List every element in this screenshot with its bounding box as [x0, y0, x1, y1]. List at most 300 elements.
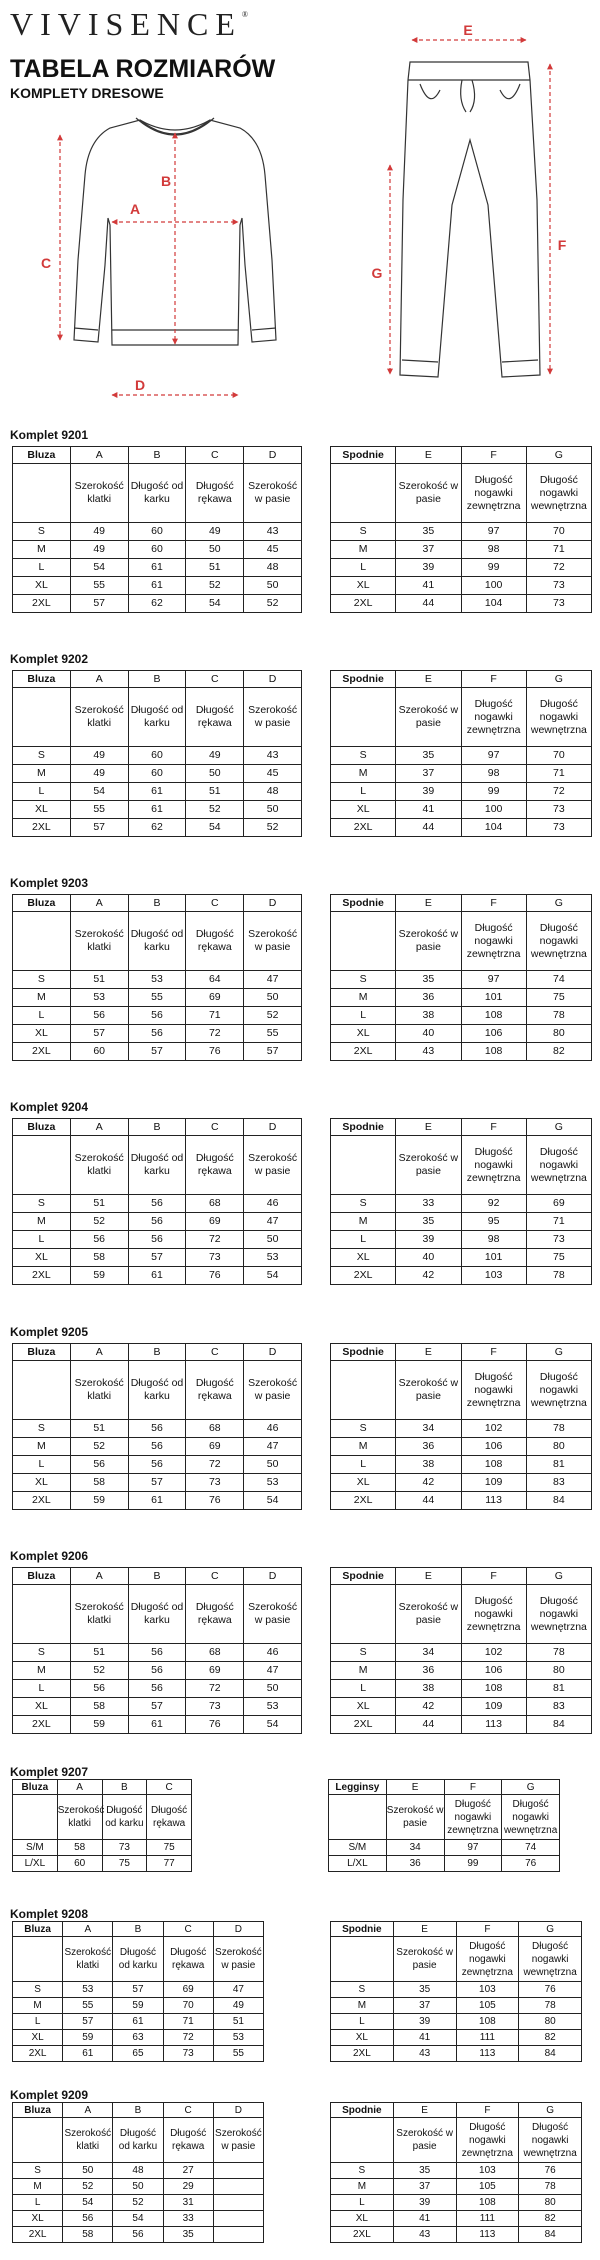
- table-cell: 55: [244, 1025, 302, 1043]
- set-title: Komplet 9202: [10, 652, 89, 666]
- table-cell: 2XL: [331, 1492, 396, 1510]
- table-cell: 48: [113, 2163, 163, 2179]
- table-description-row: [13, 1937, 264, 1982]
- table-cell: Długość rękawa: [147, 1795, 192, 1840]
- table-cell: E: [396, 895, 461, 912]
- table-description-row: [331, 912, 592, 971]
- table-cell: XL: [13, 801, 71, 819]
- table-cell: 49: [70, 523, 128, 541]
- table-cell: Długość nogawki wewnętrzna: [526, 1361, 591, 1420]
- table-cell: Legginsy: [329, 1780, 387, 1795]
- table-cell: Szerokość klatki: [70, 1136, 128, 1195]
- table-cell: F: [461, 1119, 526, 1136]
- table-cell: 45: [244, 541, 302, 559]
- top-size-table: [12, 2102, 264, 2243]
- table-cell: A: [70, 1568, 128, 1585]
- table-cell: 2XL: [331, 595, 396, 613]
- table-cell: 53: [244, 1698, 302, 1716]
- bottom-size-table: [330, 1343, 592, 1510]
- table-cell: 72: [163, 2030, 213, 2046]
- table-cell: 113: [461, 1492, 526, 1510]
- table-cell: S: [331, 971, 396, 989]
- table-row: [331, 1213, 592, 1231]
- bottom-size-table: [328, 1779, 560, 1872]
- table-cell: 50: [186, 765, 244, 783]
- table-header-row: [331, 1568, 592, 1585]
- table-cell: 70: [526, 523, 591, 541]
- table-cell: 2XL: [331, 819, 396, 837]
- table-cell: 58: [70, 1698, 128, 1716]
- table-cell: 76: [186, 1716, 244, 1734]
- garment-illustration: [0, 0, 600, 420]
- table-cell: 55: [70, 801, 128, 819]
- table-row: [13, 1716, 302, 1734]
- table-cell: 47: [244, 1438, 302, 1456]
- table-cell: 39: [396, 559, 461, 577]
- table-cell: 41: [396, 577, 461, 595]
- table-description-row: [13, 688, 302, 747]
- table-cell: S: [13, 1644, 71, 1662]
- table-cell: XL: [331, 577, 396, 595]
- table-cell: 106: [461, 1438, 526, 1456]
- table-row: [13, 1267, 302, 1285]
- table-cell: 80: [519, 2195, 582, 2211]
- table-cell: 57: [128, 1474, 186, 1492]
- table-cell: 61: [113, 2014, 163, 2030]
- table-cell: 51: [186, 783, 244, 801]
- table-cell: M: [13, 541, 71, 559]
- table-cell: 48: [244, 783, 302, 801]
- table-cell: 52: [244, 819, 302, 837]
- table-cell: 111: [456, 2211, 519, 2227]
- table-row: [331, 1231, 592, 1249]
- table-cell: 42: [396, 1474, 461, 1492]
- table-cell: 27: [163, 2163, 213, 2179]
- table-cell: 72: [526, 783, 591, 801]
- table-cell: A: [70, 1119, 128, 1136]
- table-cell: 56: [128, 1644, 186, 1662]
- table-cell: 103: [456, 2163, 519, 2179]
- table-cell: 71: [526, 765, 591, 783]
- table-row: [13, 2163, 264, 2179]
- table-cell: 43: [393, 2227, 456, 2243]
- table-cell: 52: [244, 1007, 302, 1025]
- table-row: [13, 1492, 302, 1510]
- table-cell: 108: [461, 1456, 526, 1474]
- table-cell: S: [331, 523, 396, 541]
- table-cell: G: [519, 1922, 582, 1937]
- table-cell: Szerokość w pasie: [396, 1136, 461, 1195]
- table-cell: 48: [244, 559, 302, 577]
- table-cell: 60: [128, 747, 186, 765]
- table-cell: 44: [396, 1716, 461, 1734]
- table-row: [331, 765, 592, 783]
- table-cell: 2XL: [13, 2227, 63, 2243]
- table-row: [13, 801, 302, 819]
- table-cell: S: [13, 1982, 63, 1998]
- table-cell: 53: [244, 1249, 302, 1267]
- table-cell: 33: [396, 1195, 461, 1213]
- table-cell: D: [213, 1922, 263, 1937]
- table-cell: Spodnie: [331, 1922, 394, 1937]
- table-cell: 2XL: [13, 819, 71, 837]
- table-cell: XL: [13, 1474, 71, 1492]
- table-cell: Szerokość w pasie: [244, 688, 302, 747]
- table-header-row: [329, 1780, 560, 1795]
- table-cell: 54: [63, 2195, 113, 2211]
- table-cell: L: [331, 2195, 394, 2211]
- table-cell: 44: [396, 595, 461, 613]
- table-cell: [13, 688, 71, 747]
- table-cell: 41: [393, 2030, 456, 2046]
- table-cell: 42: [396, 1267, 461, 1285]
- table-cell: 35: [396, 747, 461, 765]
- table-cell: Szerokość w pasie: [244, 464, 302, 523]
- table-header-row: [13, 1119, 302, 1136]
- table-cell: 76: [186, 1043, 244, 1061]
- table-cell: G: [502, 1780, 560, 1795]
- table-header-row: [331, 1119, 592, 1136]
- table-cell: 64: [186, 971, 244, 989]
- table-cell: 41: [393, 2211, 456, 2227]
- table-cell: G: [526, 671, 591, 688]
- table-cell: D: [244, 1344, 302, 1361]
- table-cell: 83: [526, 1474, 591, 1492]
- table-cell: [213, 2163, 263, 2179]
- table-cell: 98: [461, 1231, 526, 1249]
- table-header-row: [13, 895, 302, 912]
- table-cell: 100: [461, 577, 526, 595]
- label-e: E: [463, 22, 473, 38]
- table-cell: 52: [63, 2179, 113, 2195]
- table-cell: 56: [128, 1680, 186, 1698]
- table-cell: 97: [461, 523, 526, 541]
- table-cell: 71: [186, 1007, 244, 1025]
- table-cell: 98: [461, 541, 526, 559]
- table-cell: 61: [128, 577, 186, 595]
- table-row: [13, 2030, 264, 2046]
- table-cell: 70: [163, 1998, 213, 2014]
- table-cell: 82: [526, 1043, 591, 1061]
- table-row: [331, 1698, 592, 1716]
- table-cell: Spodnie: [331, 1568, 396, 1585]
- table-header-row: [13, 2103, 264, 2118]
- table-cell: Długość od karku: [113, 2118, 163, 2163]
- table-cell: 50: [244, 801, 302, 819]
- table-cell: Szerokość klatki: [70, 688, 128, 747]
- table-cell: Długość rękawa: [163, 2118, 213, 2163]
- table-row: [331, 541, 592, 559]
- table-cell: 59: [63, 2030, 113, 2046]
- table-cell: D: [244, 1119, 302, 1136]
- table-cell: 2XL: [331, 1716, 396, 1734]
- table-cell: C: [186, 1568, 244, 1585]
- table-cell: 56: [70, 1007, 128, 1025]
- table-cell: Szerokość klatki: [70, 912, 128, 971]
- table-row: [331, 801, 592, 819]
- table-cell: 57: [128, 1043, 186, 1061]
- table-row: [331, 2179, 582, 2195]
- table-row: [331, 1007, 592, 1025]
- table-cell: 52: [244, 595, 302, 613]
- table-cell: 40: [396, 1025, 461, 1043]
- bottom-size-table: [330, 1567, 592, 1734]
- table-cell: A: [70, 895, 128, 912]
- table-header-row: [331, 447, 592, 464]
- table-row: [331, 1644, 592, 1662]
- table-cell: 50: [244, 989, 302, 1007]
- table-cell: D: [244, 895, 302, 912]
- table-cell: 63: [113, 2030, 163, 2046]
- table-row: [331, 1662, 592, 1680]
- table-cell: M: [13, 1662, 71, 1680]
- table-description-row: [13, 2118, 264, 2163]
- table-row: [13, 1680, 302, 1698]
- table-cell: Długość nogawki wewnętrzna: [519, 2118, 582, 2163]
- table-cell: 62: [128, 595, 186, 613]
- table-row: [13, 2179, 264, 2195]
- table-cell: 54: [113, 2211, 163, 2227]
- table-cell: 36: [396, 1662, 461, 1680]
- table-cell: G: [526, 1344, 591, 1361]
- table-cell: Bluza: [13, 1780, 58, 1795]
- table-cell: [213, 2211, 263, 2227]
- table-cell: 78: [526, 1007, 591, 1025]
- table-cell: 98: [461, 765, 526, 783]
- table-cell: L: [13, 2014, 63, 2030]
- table-cell: [13, 1937, 63, 1982]
- table-cell: 56: [70, 1680, 128, 1698]
- table-row: [13, 1662, 302, 1680]
- top-size-table: [12, 446, 302, 613]
- table-row: [331, 1492, 592, 1510]
- table-cell: XL: [13, 1249, 71, 1267]
- table-header-row: [13, 1568, 302, 1585]
- table-cell: [331, 2118, 394, 2163]
- table-cell: 55: [63, 1998, 113, 2014]
- table-cell: 99: [461, 559, 526, 577]
- table-cell: 73: [186, 1249, 244, 1267]
- table-cell: Szerokość w pasie: [386, 1795, 444, 1840]
- table-cell: G: [526, 1119, 591, 1136]
- table-cell: 72: [526, 559, 591, 577]
- table-cell: [213, 2195, 263, 2211]
- table-row: [331, 1267, 592, 1285]
- table-cell: 106: [461, 1025, 526, 1043]
- table-cell: XL: [331, 1249, 396, 1267]
- table-cell: 50: [244, 1231, 302, 1249]
- table-row: [13, 1698, 302, 1716]
- table-cell: M: [331, 1438, 396, 1456]
- pants-icon: [400, 62, 540, 377]
- table-cell: F: [444, 1780, 502, 1795]
- table-cell: D: [244, 1568, 302, 1585]
- table-description-row: [13, 1795, 192, 1840]
- table-cell: 49: [186, 523, 244, 541]
- table-cell: S: [331, 2163, 394, 2179]
- table-cell: 69: [186, 989, 244, 1007]
- table-cell: [13, 1136, 71, 1195]
- table-row: [13, 1644, 302, 1662]
- table-cell: 53: [213, 2030, 263, 2046]
- table-cell: 57: [113, 1982, 163, 1998]
- table-cell: 70: [526, 747, 591, 765]
- table-cell: 35: [393, 2163, 456, 2179]
- table-cell: 82: [519, 2211, 582, 2227]
- table-cell: 81: [526, 1680, 591, 1698]
- table-row: [13, 1474, 302, 1492]
- table-cell: C: [186, 895, 244, 912]
- table-cell: 76: [186, 1492, 244, 1510]
- table-cell: Długość od karku: [128, 688, 186, 747]
- set-title: Komplet 9208: [10, 1907, 89, 1921]
- table-cell: 69: [186, 1213, 244, 1231]
- table-row: [331, 1716, 592, 1734]
- table-row: [331, 2046, 582, 2062]
- table-cell: 57: [63, 2014, 113, 2030]
- table-cell: D: [244, 447, 302, 464]
- table-cell: 80: [526, 1025, 591, 1043]
- table-cell: Długość od karku: [128, 1361, 186, 1420]
- table-cell: L: [331, 1456, 396, 1474]
- table-row: [331, 2014, 582, 2030]
- table-cell: M: [13, 2179, 63, 2195]
- table-cell: 37: [393, 1998, 456, 2014]
- set-title: Komplet 9201: [10, 428, 89, 442]
- table-cell: 39: [393, 2195, 456, 2211]
- table-cell: C: [163, 1922, 213, 1937]
- table-cell: E: [396, 1344, 461, 1361]
- table-row: [13, 2227, 264, 2243]
- table-row: [13, 1249, 302, 1267]
- table-cell: 80: [526, 1662, 591, 1680]
- table-cell: S: [331, 747, 396, 765]
- table-cell: 109: [461, 1698, 526, 1716]
- table-cell: 58: [57, 1840, 102, 1856]
- table-cell: Spodnie: [331, 895, 396, 912]
- table-cell: L: [331, 2014, 394, 2030]
- table-cell: 35: [163, 2227, 213, 2243]
- table-cell: 29: [163, 2179, 213, 2195]
- table-cell: 111: [456, 2030, 519, 2046]
- table-cell: 99: [461, 783, 526, 801]
- table-cell: 35: [393, 1982, 456, 1998]
- table-cell: 36: [386, 1856, 444, 1872]
- table-cell: 59: [70, 1716, 128, 1734]
- table-cell: 69: [526, 1195, 591, 1213]
- table-cell: Długość rękawa: [186, 1136, 244, 1195]
- table-cell: [329, 1795, 387, 1840]
- table-cell: 47: [213, 1982, 263, 1998]
- table-cell: Szerokość klatki: [63, 2118, 113, 2163]
- table-cell: [331, 1585, 396, 1644]
- table-cell: A: [63, 1922, 113, 1937]
- table-cell: 53: [63, 1982, 113, 1998]
- table-row: [331, 523, 592, 541]
- table-cell: Szerokość w pasie: [396, 912, 461, 971]
- table-cell: 69: [163, 1982, 213, 1998]
- table-cell: 40: [396, 1249, 461, 1267]
- table-cell: [13, 1795, 58, 1840]
- table-cell: L: [13, 1680, 71, 1698]
- table-cell: 102: [461, 1644, 526, 1662]
- table-cell: 52: [113, 2195, 163, 2211]
- table-cell: 58: [70, 1249, 128, 1267]
- table-cell: 51: [70, 1195, 128, 1213]
- table-cell: 51: [213, 2014, 263, 2030]
- table-cell: M: [13, 1213, 71, 1231]
- table-header-row: [331, 1344, 592, 1361]
- table-cell: Spodnie: [331, 671, 396, 688]
- table-cell: 60: [70, 1043, 128, 1061]
- table-cell: B: [113, 2103, 163, 2118]
- table-cell: 2XL: [13, 595, 71, 613]
- table-cell: 54: [244, 1716, 302, 1734]
- table-cell: S: [13, 523, 71, 541]
- table-row: [331, 2227, 582, 2243]
- table-cell: Długość nogawki zewnętrzna: [456, 1937, 519, 1982]
- table-cell: 53: [70, 989, 128, 1007]
- table-cell: L: [13, 1007, 71, 1025]
- table-cell: F: [461, 895, 526, 912]
- table-row: [13, 523, 302, 541]
- bottom-size-table: [330, 2102, 582, 2243]
- table-cell: 59: [70, 1267, 128, 1285]
- table-cell: XL: [13, 1025, 71, 1043]
- table-cell: 80: [519, 2014, 582, 2030]
- table-row: [13, 1007, 302, 1025]
- table-cell: Długość nogawki wewnętrzna: [526, 1585, 591, 1644]
- table-cell: 43: [396, 1043, 461, 1061]
- table-cell: Bluza: [13, 1119, 71, 1136]
- table-cell: D: [213, 2103, 263, 2118]
- table-cell: L: [331, 1007, 396, 1025]
- table-cell: M: [331, 1662, 396, 1680]
- table-cell: 36: [396, 1438, 461, 1456]
- table-cell: S: [13, 1420, 71, 1438]
- table-cell: 52: [70, 1662, 128, 1680]
- table-row: [13, 1025, 302, 1043]
- table-cell: Bluza: [13, 671, 71, 688]
- table-header-row: [13, 447, 302, 464]
- table-cell: 75: [526, 1249, 591, 1267]
- table-cell: L: [331, 559, 396, 577]
- table-cell: Długość nogawki zewnętrzna: [444, 1795, 502, 1840]
- table-cell: 113: [456, 2046, 519, 2062]
- table-row: [13, 1982, 264, 1998]
- table-cell: Spodnie: [331, 447, 396, 464]
- table-cell: [13, 912, 71, 971]
- table-cell: 34: [396, 1420, 461, 1438]
- table-cell: Długość nogawki zewnętrzna: [461, 1585, 526, 1644]
- table-row: [331, 1043, 592, 1061]
- table-cell: 108: [461, 1043, 526, 1061]
- table-row: [331, 783, 592, 801]
- table-cell: Długość od karku: [102, 1795, 147, 1840]
- table-cell: 37: [396, 541, 461, 559]
- table-cell: 101: [461, 989, 526, 1007]
- table-cell: B: [128, 1119, 186, 1136]
- table-cell: 97: [461, 971, 526, 989]
- table-cell: XL: [331, 1474, 396, 1492]
- table-cell: 72: [186, 1456, 244, 1474]
- table-cell: Długość rękawa: [186, 912, 244, 971]
- table-cell: F: [461, 1568, 526, 1585]
- table-row: [13, 1840, 192, 1856]
- table-cell: 47: [244, 1662, 302, 1680]
- table-cell: 73: [526, 819, 591, 837]
- table-cell: 73: [526, 801, 591, 819]
